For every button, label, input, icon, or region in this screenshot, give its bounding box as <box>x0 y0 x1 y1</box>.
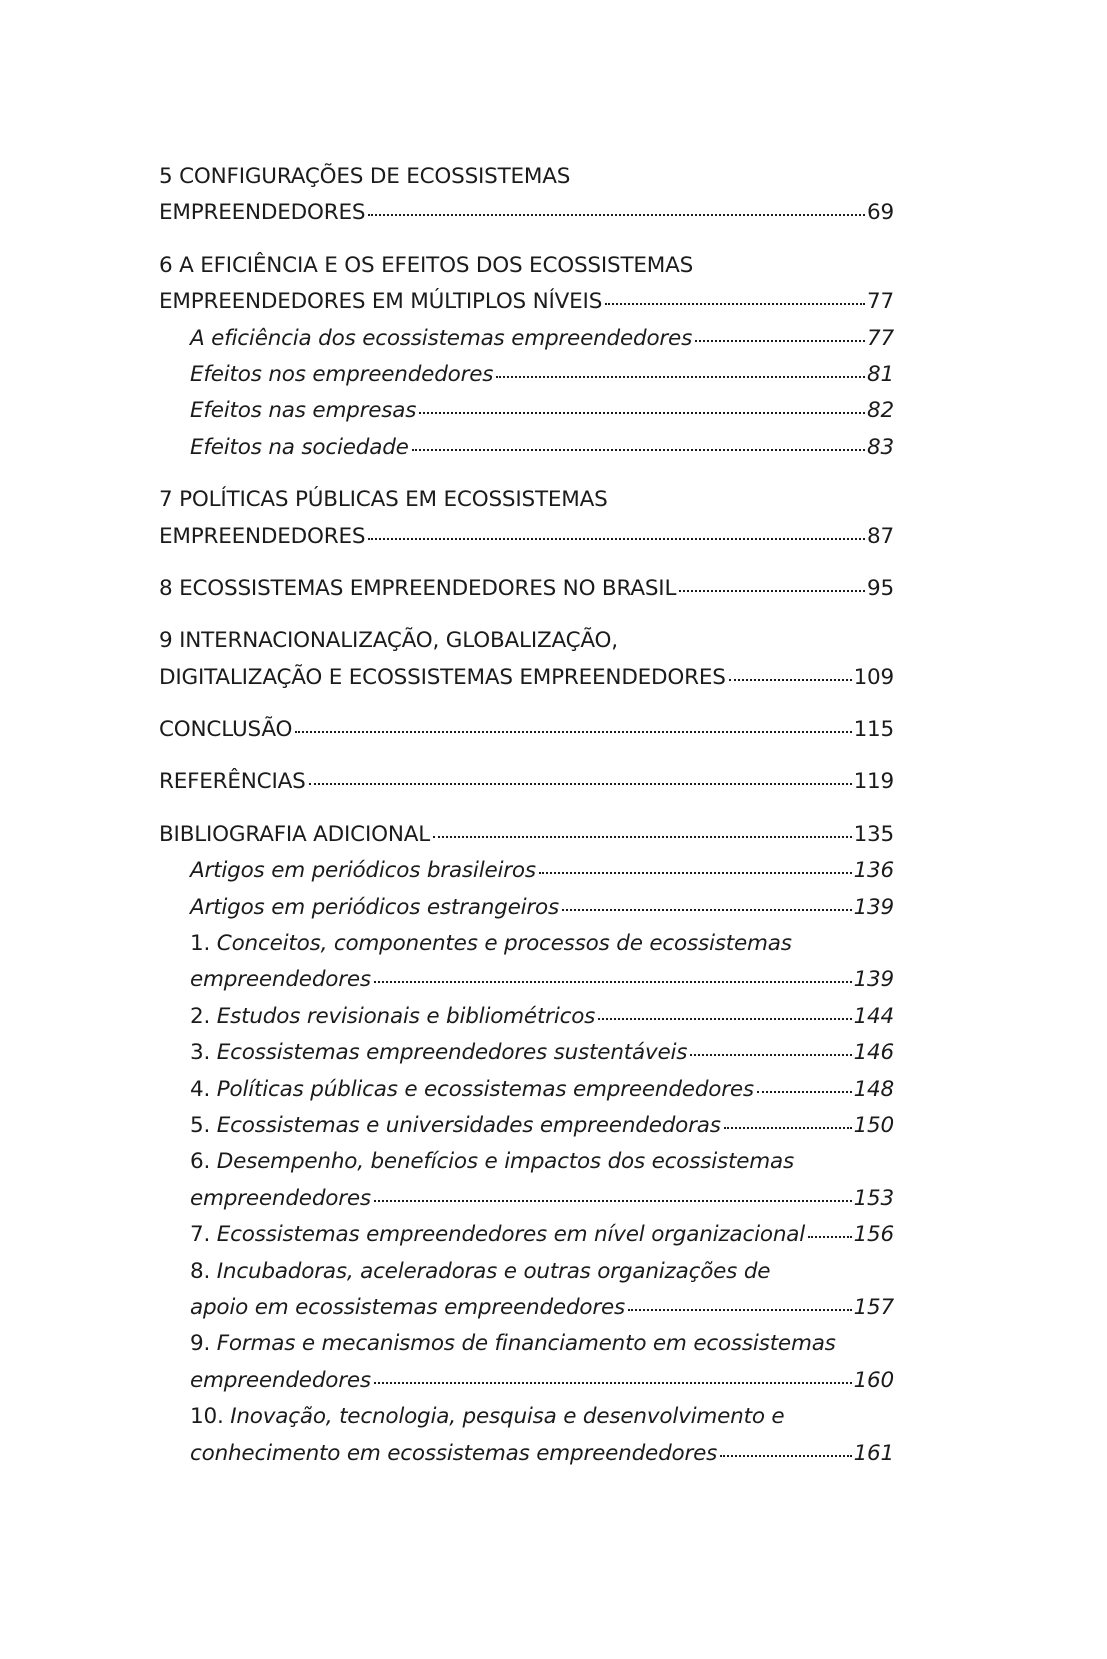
entry-title <box>190 357 493 393</box>
toc-entry-line <box>159 1363 894 1399</box>
dot-leader <box>808 1220 852 1242</box>
toc-entry-line <box>159 571 894 607</box>
page-number[interactable]: 161 <box>853 1440 894 1466</box>
dot-leader <box>496 359 865 381</box>
toc-subentry[interactable] <box>159 430 894 466</box>
toc-entry-line <box>159 1108 894 1144</box>
entry-title-text: Desempenho, benefícios e impactos dos ecossistemas <box>216 1149 794 1175</box>
entry-title <box>190 1254 770 1290</box>
entry-title <box>190 1144 794 1180</box>
toc-entry-line <box>159 623 894 659</box>
toc-entry-line <box>159 817 894 853</box>
entry-title-text: 6 A EFICIÊNCIA E OS EFEITOS DOS ECOSSISTEMAS <box>159 252 694 278</box>
toc-subentry[interactable] <box>159 1108 894 1144</box>
dot-leader <box>368 198 865 220</box>
entry-number: 7. <box>190 1222 211 1248</box>
toc-entry-line <box>159 890 894 926</box>
entry-title <box>159 660 726 696</box>
entry-title-text: Ecossistemas e universidades empreendedoras <box>216 1112 721 1138</box>
entry-title-text: conhecimento em ecossistemas empreendedores <box>190 1440 718 1466</box>
table-of-contents <box>159 159 894 1488</box>
entry-title-text: DIGITALIZAÇÃO E ECOSSISTEMAS EMPREENDEDORES <box>159 664 726 690</box>
toc-entry-line <box>159 1072 894 1108</box>
entry-title <box>159 817 430 853</box>
entry-title-text: 8 ECOSSISTEMAS EMPREENDEDORES NO BRASIL <box>159 575 677 601</box>
entry-title <box>190 430 409 466</box>
entry-title-text: Ecossistemas empreendedores sustentáveis <box>216 1040 688 1066</box>
dot-leader <box>757 1074 852 1096</box>
entry-title-text: apoio em ecossistemas empreendedores <box>190 1294 626 1320</box>
dot-leader <box>690 1038 851 1060</box>
entry-title <box>190 853 536 889</box>
entry-title <box>159 195 365 231</box>
page-number[interactable]: 150 <box>853 1112 894 1138</box>
entry-title-text: REFERÊNCIAS <box>159 769 306 795</box>
toc-entry[interactable] <box>159 712 894 748</box>
page-number[interactable]: 83 <box>867 434 894 460</box>
toc-entry-line <box>159 1181 894 1217</box>
toc-entry-line <box>159 1035 894 1071</box>
dot-leader <box>679 573 865 595</box>
toc-entry-line <box>159 195 894 231</box>
page-number[interactable]: 69 <box>867 200 894 226</box>
toc-entry-line <box>159 1144 894 1180</box>
dot-leader <box>598 1001 851 1023</box>
page-number[interactable]: 82 <box>867 398 894 424</box>
page-number[interactable]: 109 <box>853 664 894 690</box>
page-number[interactable]: 139 <box>853 967 894 993</box>
toc-entry[interactable] <box>159 482 894 555</box>
entry-title-text: 5 CONFIGURAÇÕES DE ECOSSISTEMAS <box>159 164 571 189</box>
page-number[interactable]: 95 <box>867 575 894 601</box>
dot-leader <box>309 767 852 789</box>
toc-entry-line <box>159 926 894 962</box>
entry-number: 3. <box>190 1040 211 1066</box>
toc-entry-line <box>159 393 894 429</box>
entry-title-text: empreendedores <box>190 1185 371 1211</box>
entry-title <box>190 1072 754 1108</box>
toc-entry-line <box>159 962 894 998</box>
entry-title <box>190 999 595 1035</box>
page-number[interactable]: 156 <box>853 1222 894 1248</box>
page-number[interactable]: 87 <box>867 523 894 549</box>
entry-title-text: Conceitos, componentes e processos de ecossistemas <box>216 931 792 957</box>
entry-title-text: EMPREENDEDORES <box>159 523 366 549</box>
toc-subentry[interactable] <box>159 1144 894 1217</box>
toc-subentry[interactable] <box>159 1035 894 1071</box>
entry-title <box>190 1035 687 1071</box>
entry-number: 8. <box>190 1258 211 1284</box>
toc-entry-line <box>159 159 894 195</box>
entry-title-text: Ecossistemas empreendedores em nível organizacional <box>216 1222 805 1248</box>
toc-subentry[interactable] <box>159 393 894 429</box>
entry-title-text: Inovação, tecnologia, pesquisa e desenvolvimento e <box>230 1404 785 1430</box>
entry-title-text: CONCLUSÃO <box>159 717 293 743</box>
entry-number: 10. <box>190 1404 224 1430</box>
entry-title <box>190 962 371 998</box>
entry-title-text: 7 POLÍTICAS PÚBLICAS EM ECOSSISTEMAS <box>159 487 608 513</box>
dot-leader <box>729 662 852 684</box>
page-number[interactable]: 81 <box>867 361 894 387</box>
dot-leader <box>419 396 865 418</box>
page-number[interactable]: 77 <box>867 289 894 315</box>
toc-entry-line <box>159 248 894 284</box>
toc-entry[interactable] <box>159 159 894 232</box>
entry-title <box>190 1399 784 1435</box>
toc-entry-line <box>159 284 894 320</box>
dot-leader <box>605 287 865 309</box>
page-number[interactable]: 119 <box>853 769 894 795</box>
toc-subentry[interactable] <box>159 1254 894 1327</box>
toc-entry-line <box>159 1290 894 1326</box>
toc-entry-line <box>159 999 894 1035</box>
dot-leader <box>562 892 852 914</box>
page-number[interactable]: 146 <box>853 1040 894 1066</box>
entry-title-text: EMPREENDEDORES EM MÚLTIPLOS NÍVEIS <box>159 289 603 315</box>
toc-entry-line <box>159 357 894 393</box>
entry-title <box>159 519 365 555</box>
entry-title-text: Efeitos na sociedade <box>190 434 409 460</box>
entry-title <box>159 764 306 800</box>
page-number[interactable]: 144 <box>853 1003 894 1029</box>
entry-title <box>159 623 618 659</box>
toc-subentry[interactable] <box>159 321 894 357</box>
entry-title <box>190 393 416 429</box>
entry-number: 4. <box>190 1076 211 1102</box>
entry-title-text: EMPREENDEDORES <box>159 200 366 226</box>
page-number[interactable]: 77 <box>867 325 894 351</box>
toc-entry-line <box>159 1326 894 1362</box>
toc-subentry[interactable] <box>159 1326 894 1399</box>
dot-leader <box>374 965 852 987</box>
entry-title <box>190 1436 717 1472</box>
dot-leader <box>720 1438 851 1460</box>
entry-number: 6. <box>190 1149 211 1175</box>
entry-title-text: empreendedores <box>190 1367 371 1393</box>
entry-title <box>190 1181 371 1217</box>
entry-number: 1. <box>190 931 211 957</box>
entry-title-text: empreendedores <box>190 967 371 993</box>
page-number[interactable]: 136 <box>853 858 894 884</box>
toc-subentry[interactable] <box>159 890 894 926</box>
entry-title <box>159 284 602 320</box>
toc-entry-line <box>159 321 894 357</box>
dot-leader <box>374 1183 852 1205</box>
entry-title-text: Efeitos nos empreendedores <box>190 361 494 387</box>
dot-leader <box>695 323 865 345</box>
toc-entry[interactable] <box>159 571 894 607</box>
entry-title-text: Artigos em periódicos estrangeiros <box>190 894 560 920</box>
dot-leader <box>368 521 865 543</box>
toc-entry[interactable] <box>159 764 894 800</box>
toc-subentry[interactable] <box>159 357 894 393</box>
entry-number: 5. <box>190 1112 211 1138</box>
entry-title-text: 9 INTERNACIONALIZAÇÃO, GLOBALIZAÇÃO, <box>159 628 618 654</box>
page-number[interactable]: 115 <box>853 717 894 743</box>
dot-leader <box>433 819 852 841</box>
toc-subentry[interactable] <box>159 1072 894 1108</box>
entry-title-text: Artigos em periódicos brasileiros <box>190 858 536 884</box>
dot-leader <box>539 856 852 878</box>
entry-title <box>159 571 676 607</box>
entry-title-text: Formas e mecanismos de financiamento em ecossistemas <box>216 1331 836 1357</box>
entry-number: 2. <box>190 1003 211 1029</box>
toc-entry-line <box>159 1254 894 1290</box>
entry-title-text: Políticas públicas e ecossistemas empreendedores <box>216 1076 754 1102</box>
page-number[interactable]: 139 <box>853 894 894 920</box>
entry-title <box>190 890 559 926</box>
entry-title <box>159 248 693 284</box>
entry-title-text: Efeitos nas empresas <box>190 398 417 424</box>
dot-leader <box>724 1110 852 1132</box>
toc-entry-line <box>159 1399 894 1435</box>
toc-entry[interactable] <box>159 817 894 853</box>
entry-title-text: Estudos revisionais e bibliométricos <box>216 1003 596 1029</box>
toc-entry-line <box>159 519 894 555</box>
toc-subentry[interactable] <box>159 999 894 1035</box>
page-number[interactable]: 160 <box>853 1367 894 1393</box>
entry-title-text: Incubadoras, aceleradoras e outras organizações de <box>216 1258 771 1284</box>
entry-title <box>159 482 608 518</box>
toc-subentry[interactable] <box>159 853 894 889</box>
entry-title-text: BIBLIOGRAFIA ADICIONAL <box>159 821 431 847</box>
entry-title <box>190 1326 836 1362</box>
dot-leader <box>374 1365 852 1387</box>
toc-entry[interactable] <box>159 623 894 696</box>
toc-entry-line <box>159 1436 894 1472</box>
entry-title <box>190 1290 625 1326</box>
entry-title <box>190 926 792 962</box>
toc-entry-line <box>159 853 894 889</box>
entry-title <box>190 321 692 357</box>
toc-entry-line <box>159 712 894 748</box>
toc-entry-line <box>159 660 894 696</box>
toc-subentry[interactable] <box>159 926 894 999</box>
entry-title <box>190 1363 371 1399</box>
entry-title <box>190 1217 805 1253</box>
page-number[interactable]: 135 <box>853 821 894 847</box>
entry-title <box>159 159 570 195</box>
page-number[interactable]: 153 <box>853 1185 894 1211</box>
toc-subentry[interactable] <box>159 1399 894 1472</box>
toc-entry-line <box>159 764 894 800</box>
entry-number: 9. <box>190 1331 211 1357</box>
entry-title-text: A eficiência dos ecossistemas empreendedores <box>190 325 693 351</box>
dot-leader <box>412 432 865 454</box>
toc-subentry[interactable] <box>159 1217 894 1253</box>
entry-title <box>159 712 292 748</box>
dot-leader <box>628 1292 852 1314</box>
toc-entry-line <box>159 482 894 518</box>
toc-entry[interactable] <box>159 248 894 321</box>
toc-entry-line <box>159 1217 894 1253</box>
page-number[interactable]: 148 <box>853 1076 894 1102</box>
entry-title <box>190 1108 721 1144</box>
page-number[interactable]: 157 <box>853 1294 894 1320</box>
dot-leader <box>295 715 851 737</box>
toc-entry-line <box>159 430 894 466</box>
